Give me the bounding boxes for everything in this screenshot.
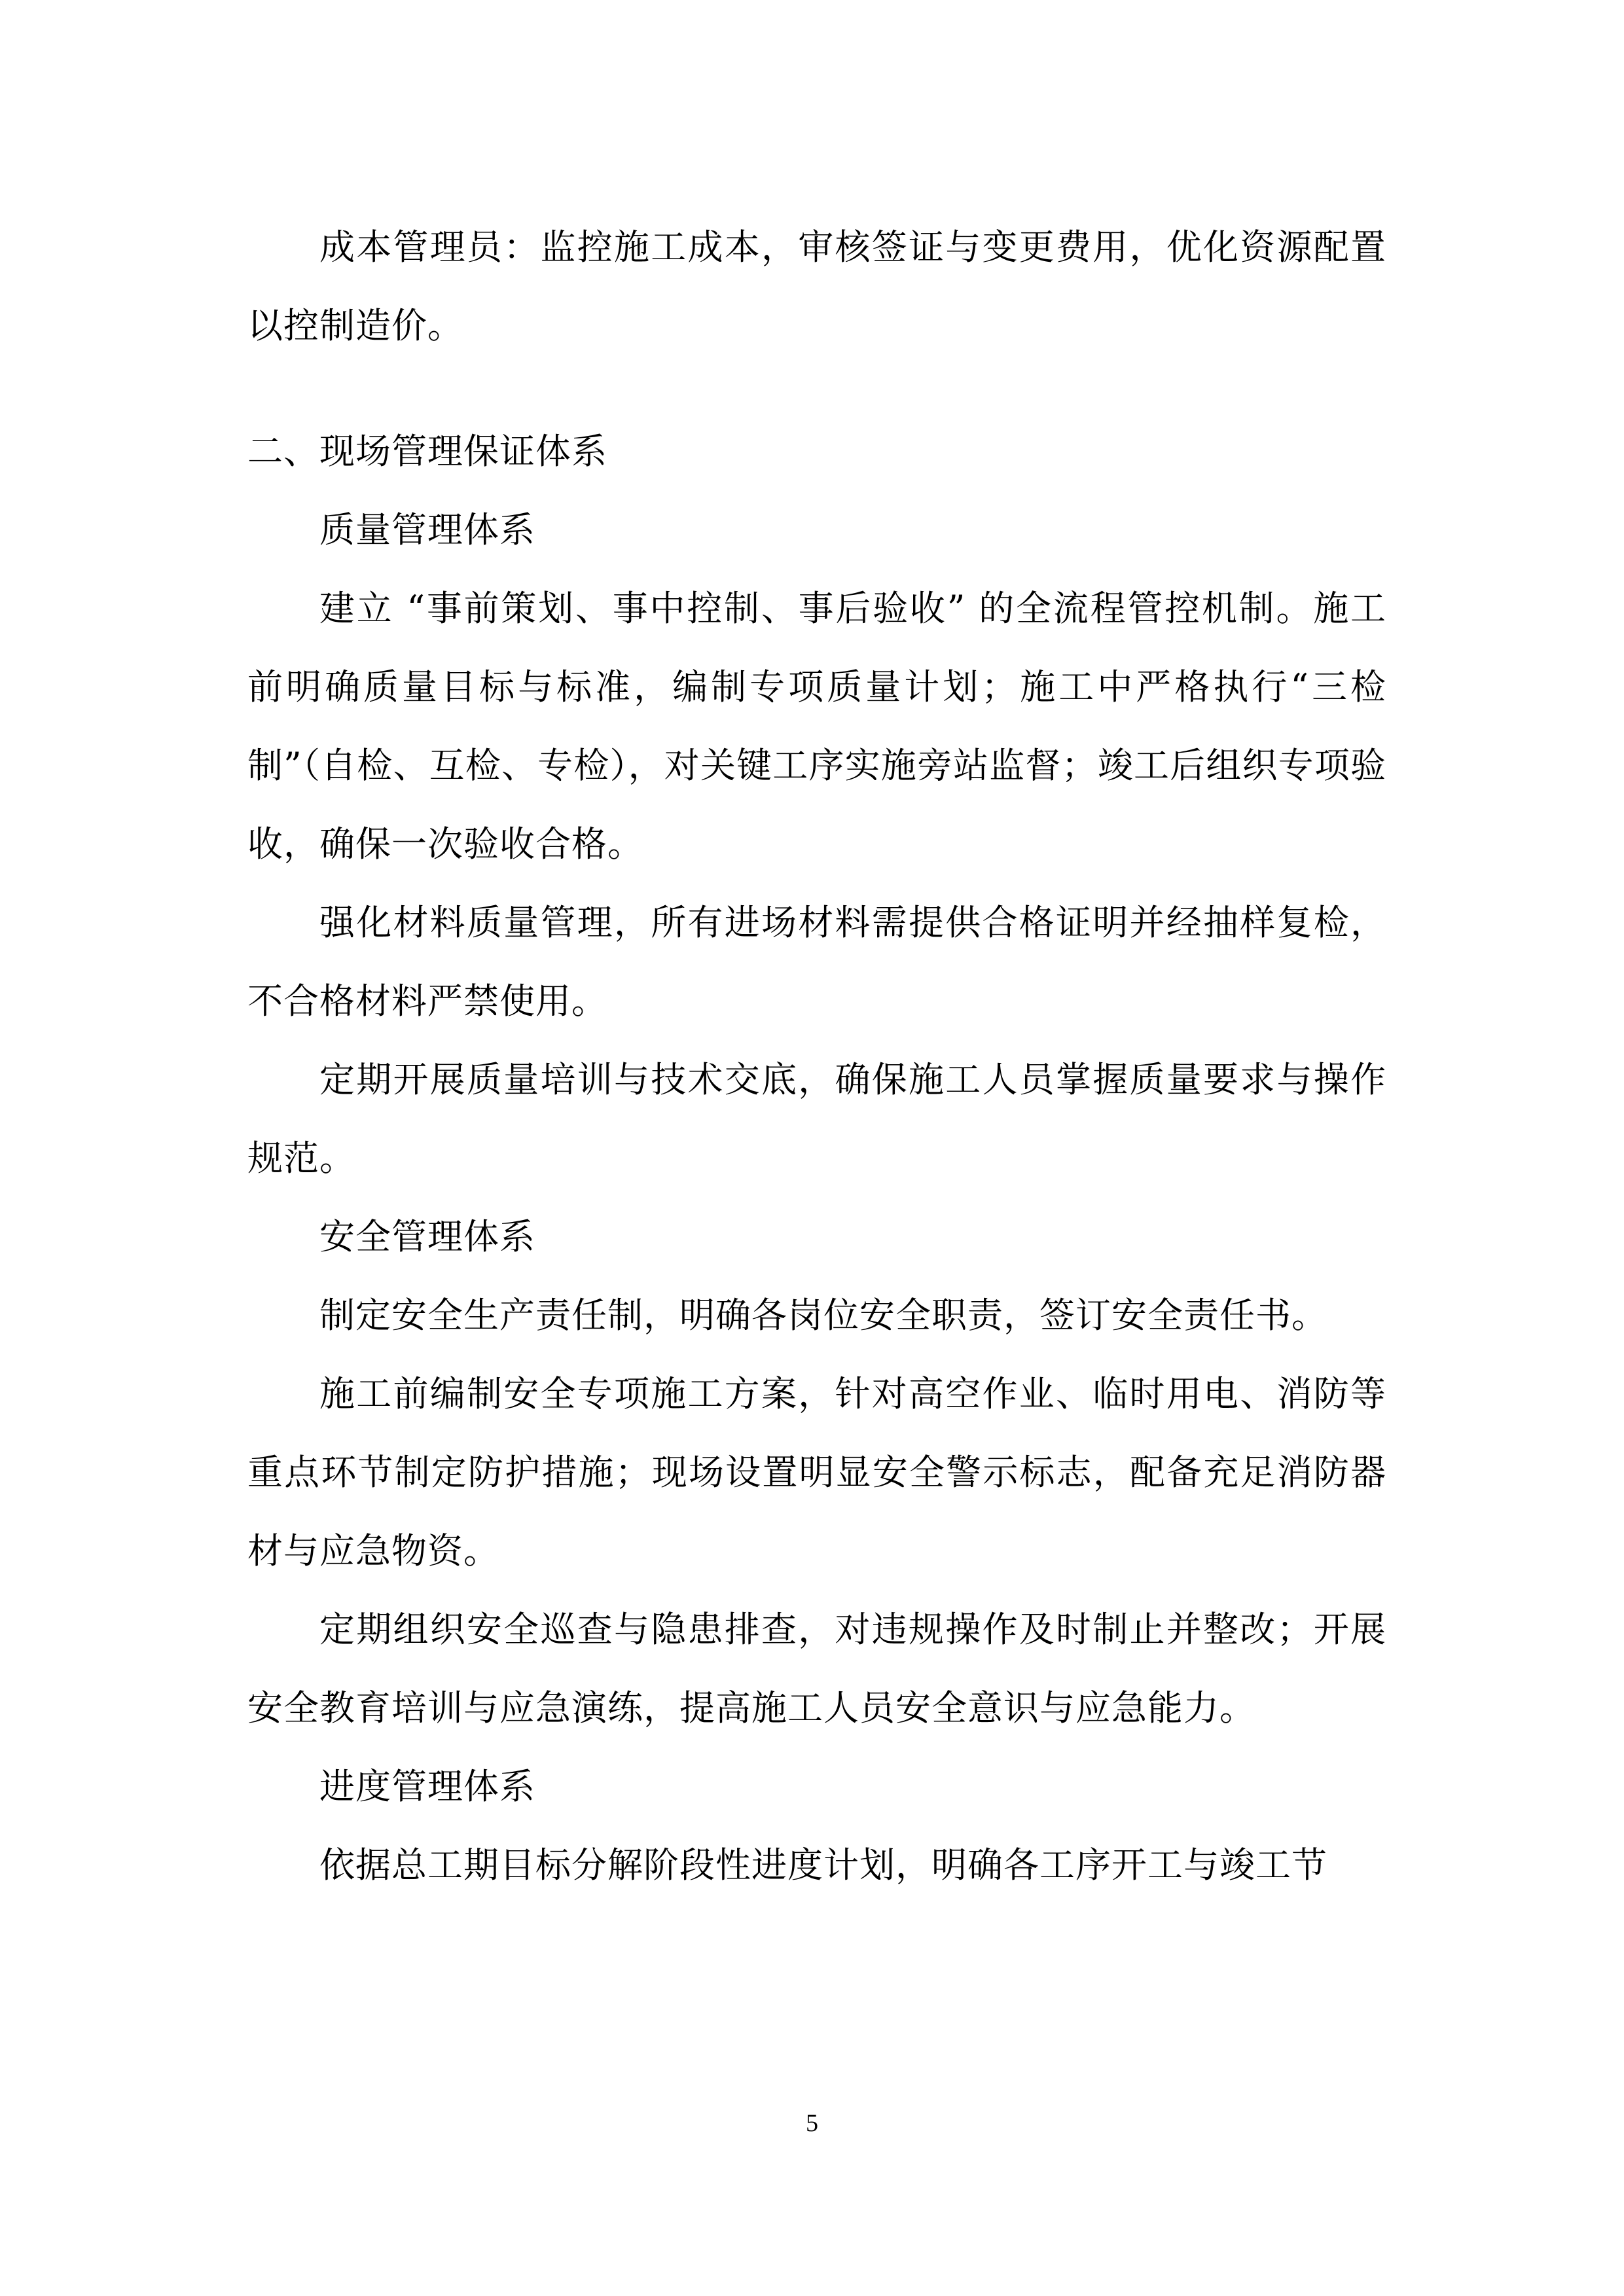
section-heading: 二、现场管理保证体系 [247, 431, 607, 472]
subheading-schedule: 进度管理体系 [319, 1766, 535, 1807]
paragraph-safety-responsibility: 制定安全生产责任制，明确各岗位安全职责，签订安全责任书。 [319, 1295, 1327, 1336]
paragraph-quality-process: 建立 “事前策划、事中控制、事后验收” 的全流程管控机制。施工前明确质量目标与标准，编制专项质量计划；施工中严格执行“三检制”（自检、互检、专检），对关键工序实施旁站监督；竣工后组织专项验收，确保一次验收合格。 [247, 588, 1386, 865]
paragraph-safety-inspection: 定期组织安全巡查与隐患排查，对违规操作及时制止并整改；开展安全教育培训与应急演练，提高施工人员安全意识与应急能力。 [247, 1609, 1386, 1729]
section-gap [247, 365, 1386, 412]
paragraph-cost-manager: 成本管理员：监控施工成本，审核签证与变更费用，优化资源配置以控制造价。 [247, 226, 1386, 346]
paragraph-schedule-plan: 依据总工期目标分解阶段性进度计划，明确各工序开工与竣工节 [319, 1844, 1327, 1886]
page-number: 5 [806, 2109, 818, 2137]
paragraph-safety-plan: 施工前编制安全专项施工方案，针对高空作业、临时用电、消防等重点环节制定防护措施；现场设置明显安全警示标志，配备充足消防器材与应急物资。 [247, 1373, 1386, 1571]
paragraph-material-quality: 强化材料质量管理，所有进场材料需提供合格证明并经抽样复检，不合格材料严禁使用。 [247, 902, 1386, 1022]
subheading-quality: 质量管理体系 [319, 509, 535, 550]
paragraph-quality-training: 定期开展质量培训与技术交底，确保施工人员掌握质量要求与操作规范。 [247, 1059, 1386, 1179]
subheading-safety: 安全管理体系 [319, 1216, 535, 1257]
document-body [247, 208, 1386, 1905]
